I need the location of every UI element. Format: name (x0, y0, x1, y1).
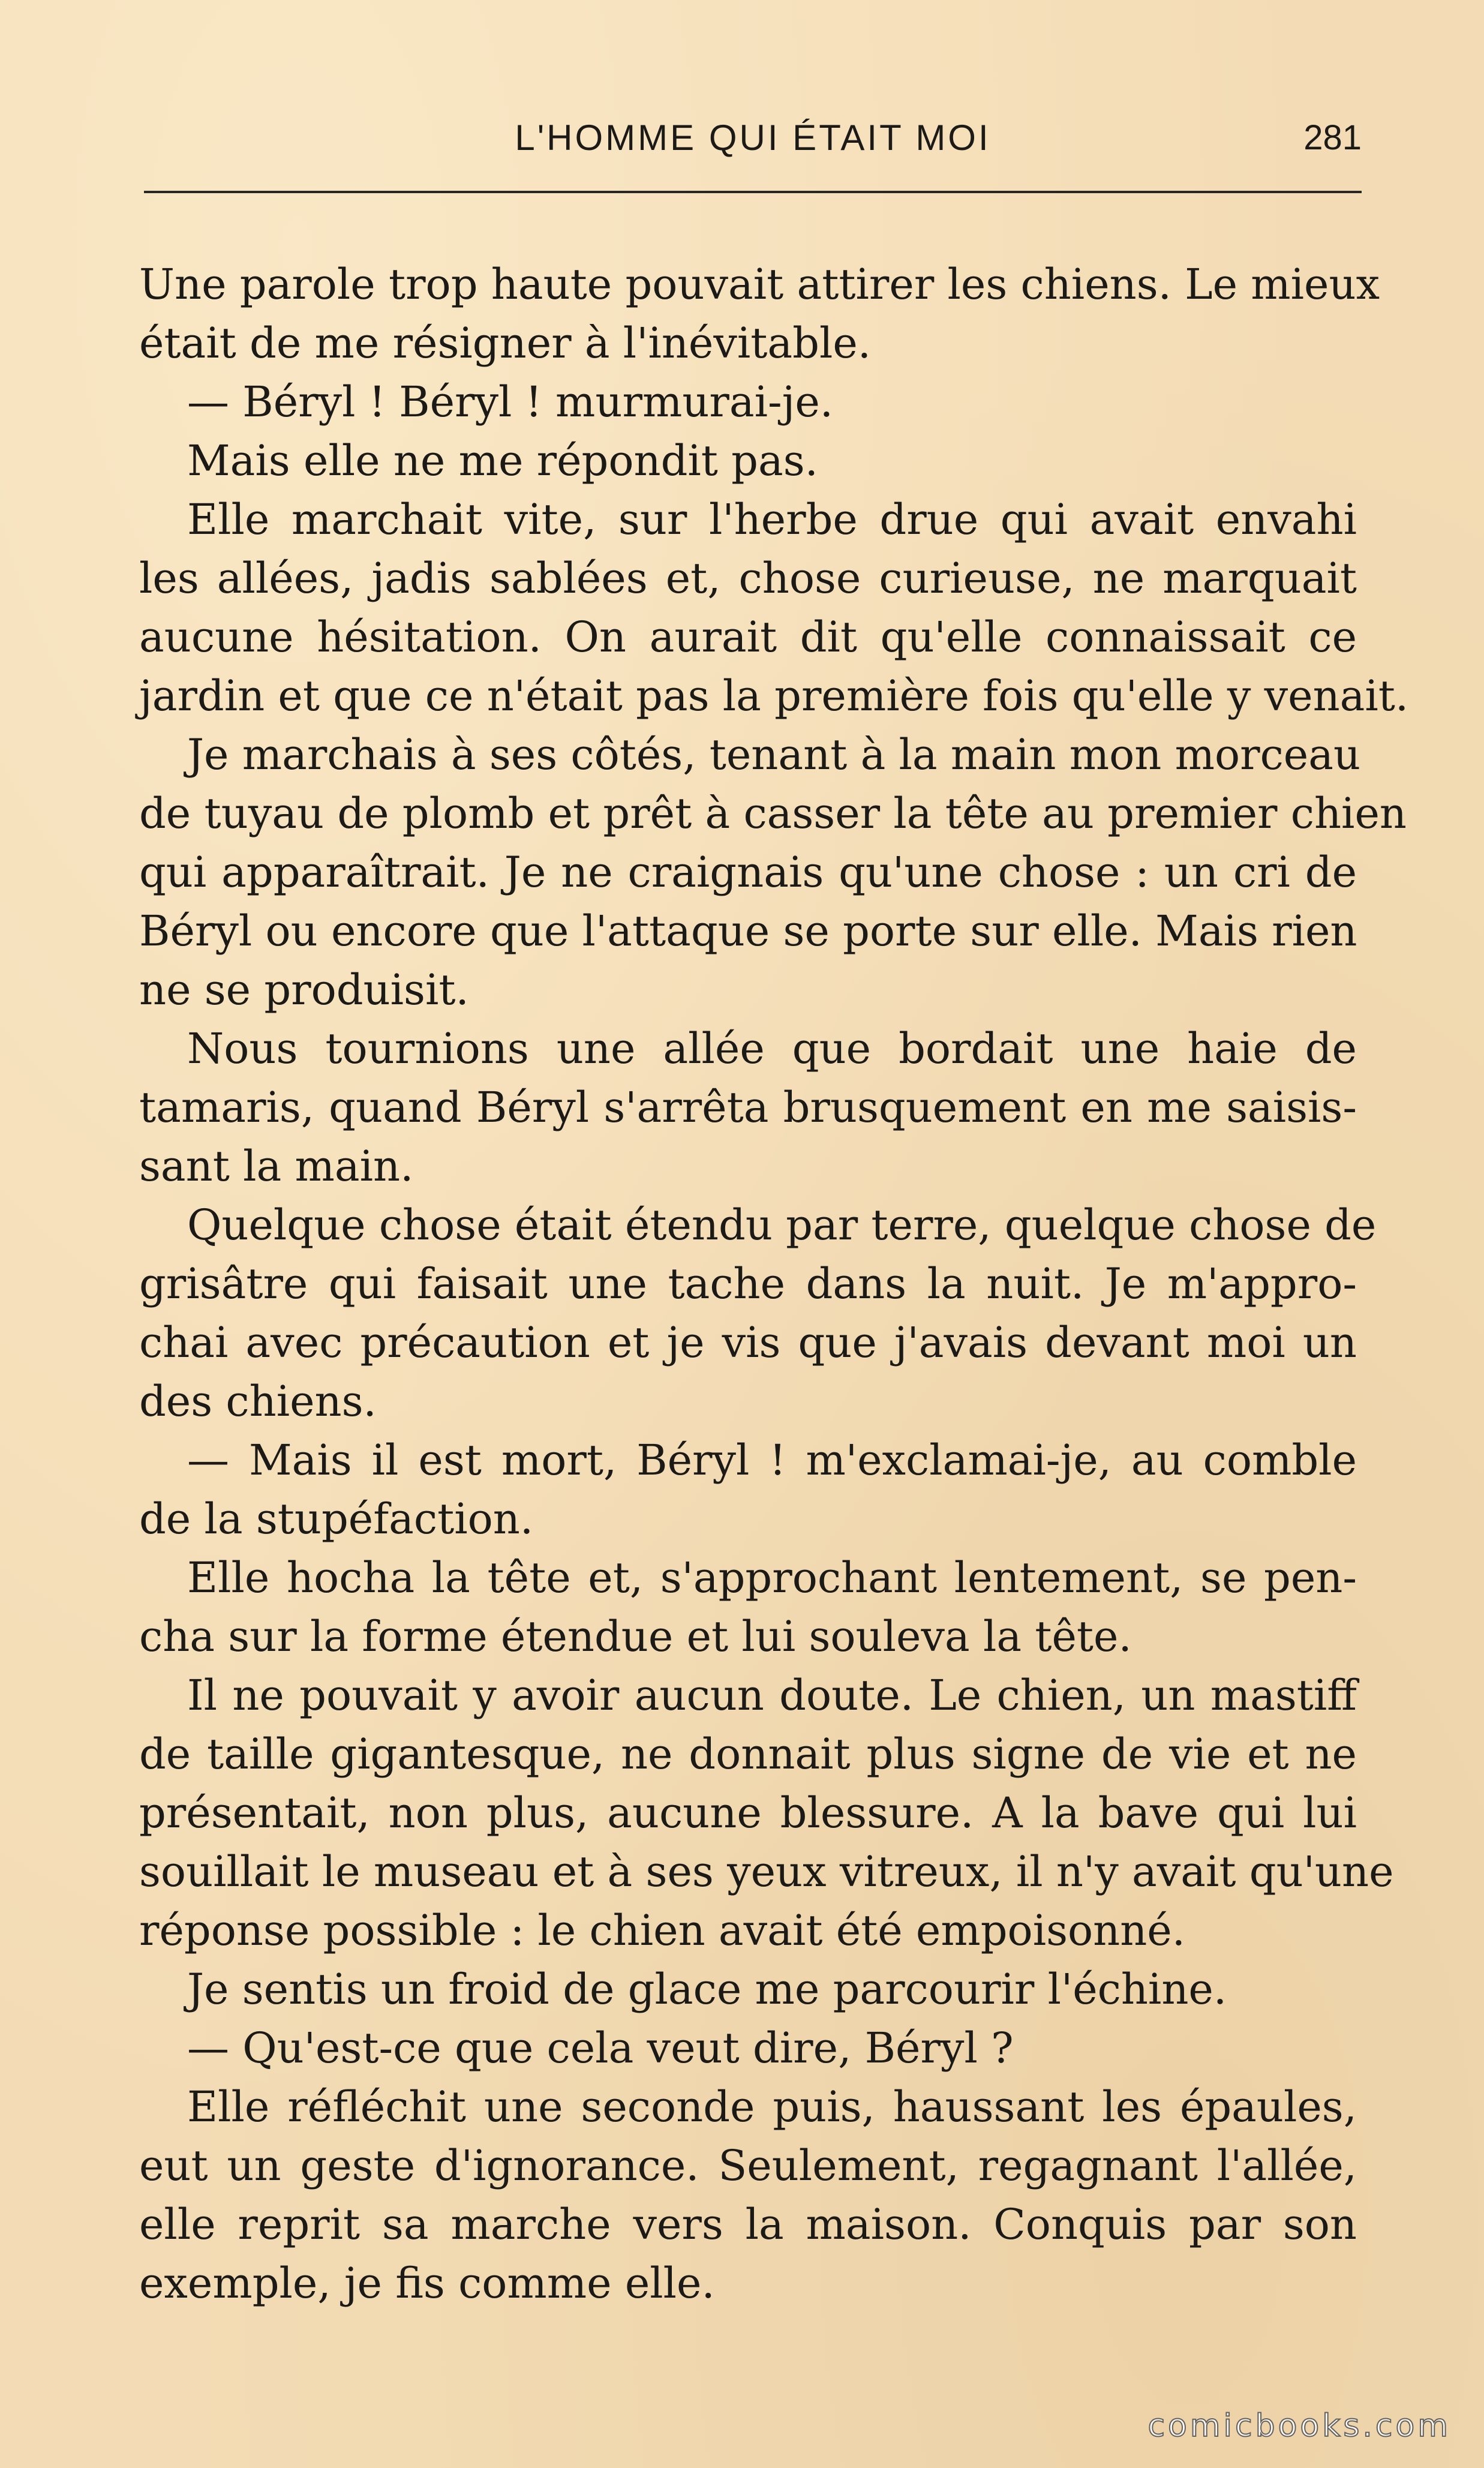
text-line: — Qu'est-ce que cela veut dire, Béryl ? (187, 2023, 1014, 2073)
text-line: réponse possible : le chien avait été empoisonné. (139, 1906, 1185, 1955)
text-line: Béryl ou encore que l'attaque se porte sur elle. Mais rien (139, 906, 1357, 956)
text-line: présentait, non plus, aucune blessure. A la bave qui lui (139, 1788, 1357, 1838)
text-line: les allées, jadis sablées et, chose curieuse, ne marquait (139, 554, 1357, 603)
header-rule (144, 191, 1362, 193)
text-line: jardin et que ce n'était pas la première fois qu'elle y venait. (139, 671, 1409, 720)
text-line: était de me résigner à l'inévitable. (139, 319, 872, 368)
text-line: Elle marchait vite, sur l'herbe drue qui avait envahi (187, 495, 1357, 544)
text-line: de la stupéfaction. (139, 1494, 534, 1544)
text-line: aucune hésitation. On aurait dit qu'elle connaissait ce (139, 613, 1357, 662)
running-head (144, 111, 1362, 165)
text-line: exemple, je fis comme elle. (139, 2259, 715, 2308)
text-line: Elle hocha la tête et, s'approchant lentement, se pen- (187, 1553, 1357, 1602)
text-line: Je marchais à ses côtés, tenant à la main mon morceau (187, 730, 1361, 779)
text-line: sant la main. (139, 1142, 414, 1191)
text-line: des chiens. (139, 1377, 377, 1426)
text-line: qui apparaîtrait. Je ne craignais qu'une chose : un cri de (139, 848, 1357, 897)
page-number: 281 (1303, 118, 1362, 157)
watermark: comicbooks.com (1147, 2408, 1451, 2444)
text-line: ne se produisit. (139, 965, 469, 1014)
text-line: eut un geste d'ignorance. Seulement, regagnant l'allée, (139, 2141, 1357, 2190)
text-line: Mais elle ne me répondit pas. (187, 436, 818, 485)
running-title: L'HOMME QUI ÉTAIT MOI (515, 118, 991, 158)
text-line: cha sur la forme étendue et lui souleva la tête. (139, 1612, 1132, 1661)
text-line: Une parole trop haute pouvait attirer les chiens. Le mieux (139, 260, 1380, 309)
text-line: Elle réfléchit une seconde puis, haussant les épaules, (187, 2082, 1357, 2131)
text-line: Quelque chose était étendu par terre, quelque chose de (187, 1200, 1377, 1250)
text-line: Il ne pouvait y avoir aucun doute. Le chien, un mastiff (187, 1671, 1357, 1720)
text-line: elle reprit sa marche vers la maison. Conquis par son (139, 2200, 1357, 2249)
text-line: chai avec précaution et je vis que j'avais devant moi un (139, 1318, 1357, 1367)
text-line: de tuyau de plomb et prêt à casser la tête au premier chien (139, 789, 1407, 838)
text-line: tamaris, quand Béryl s'arrêta brusquement en me saisis- (139, 1083, 1357, 1132)
text-line: de taille gigantesque, ne donnait plus signe de vie et ne (139, 1730, 1357, 1779)
text-line: souillait le museau et à ses yeux vitreux, il n'y avait qu'une (139, 1847, 1394, 1896)
body-text (139, 255, 1409, 2313)
text-line: — Mais il est mort, Béryl ! m'exclamai-je, au comble (187, 1436, 1357, 1485)
text-line: grisâtre qui faisait une tache dans la nuit. Je m'appro- (139, 1259, 1357, 1308)
text-line: Nous tournions une allée que bordait une haie de (187, 1024, 1357, 1073)
text-line: — Béryl ! Béryl ! murmurai-je. (187, 377, 834, 427)
text-line: Je sentis un froid de glace me parcourir l'échine. (187, 1965, 1227, 2014)
